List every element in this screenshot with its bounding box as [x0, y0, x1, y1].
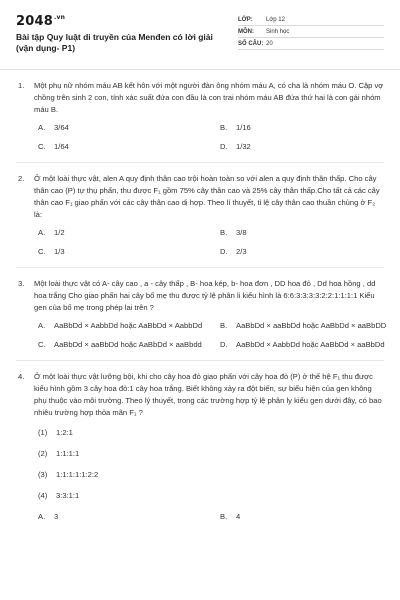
logo-suffix: .vn: [53, 14, 66, 21]
question-divider: [16, 267, 384, 268]
answer-options: [38, 320, 387, 350]
answer-options: [38, 511, 384, 522]
option-text: 1/3: [54, 247, 65, 256]
answer-option[interactable]: [38, 227, 212, 238]
option-text: 3: [54, 512, 59, 521]
option-text: 1/32: [236, 142, 251, 151]
option-text: AaBbDd × AabbDd hoặc AaBbDd × aaBbDd: [236, 340, 385, 349]
option-text: AaBbDd × aaBbDd hoặc AaBbDd × aaBbdd: [54, 340, 202, 349]
statement-item: [38, 427, 384, 438]
question-text: Ở một loài thực vật lưỡng bội, khi cho cây hoa đỏ giao phấn với cây hoa đỏ (P) ở thế hệ F₁ thu được kiểu hình gồm 3 cây hoa đỏ:1 cây hoa trắng. Biết không xảy ra đột biến, sự biểu hiện của gen không phụ thuộc vào môi trường. Theo lý thuyết, trong các trường hợp tỷ lệ phân ly kiểu gen dưới đây, có bao nhiêu trường hợp thỏa mãn F₁ ?: [34, 372, 382, 417]
statement-item: [38, 448, 384, 459]
option-letter: B.: [220, 321, 228, 330]
question-number: 3.: [18, 279, 25, 288]
option-letter: D.: [220, 340, 228, 349]
option-text: 4: [236, 512, 241, 521]
answer-option[interactable]: [38, 122, 212, 133]
statement-text: 1:1:1:1:1:2:2: [56, 470, 99, 479]
statement-index: (1): [38, 428, 48, 437]
statement-item: [38, 469, 384, 480]
option-text: AaBbDd × aaBbDd hoặc AaBbDd × aaBbDD: [236, 321, 387, 330]
answer-option[interactable]: [38, 141, 212, 152]
option-letter: C.: [38, 340, 46, 349]
statement-item: [38, 490, 384, 501]
answer-option[interactable]: [220, 511, 394, 522]
header-divider: [0, 69, 400, 70]
meta-row-count: [238, 38, 384, 50]
answer-option[interactable]: [38, 246, 212, 257]
logo-text: 2048: [16, 14, 53, 29]
meta-row-class: [238, 14, 384, 26]
statement-index: (2): [38, 449, 48, 458]
meta-value: Lớp 12: [266, 16, 285, 23]
statement-text: 1:2:1: [56, 428, 73, 437]
statement-index: (4): [38, 491, 48, 500]
option-letter: C.: [38, 247, 46, 256]
question-number: 2.: [18, 174, 25, 183]
question-number: 1.: [18, 81, 25, 90]
meta-label: LỚP:: [238, 16, 253, 23]
option-text: 3/64: [54, 123, 69, 132]
option-text: 1/16: [236, 123, 251, 132]
question-3: [16, 278, 387, 350]
option-letter: A.: [38, 123, 46, 132]
option-letter: D.: [220, 247, 228, 256]
question-divider: [16, 162, 384, 163]
page-header: [16, 14, 384, 60]
answer-options: [38, 122, 384, 152]
meta-value: 20: [266, 40, 273, 47]
option-text: AaBbDd × AabbDd hoặc AaBbDd × AabbDd: [54, 321, 203, 330]
meta-value: Sinh học: [266, 28, 290, 35]
option-letter: A.: [38, 228, 46, 237]
question-text: Ở một loài thực vật, alen A quy định thân cao trội hoàn toàn so với alen a quy định thân thấp. Cho cây thân cao (P) tự thụ phấn, thu được F₁ gồm 75% cây thân cao và 25% cây thân thấp.Cho tất cả các cây thân cao F₁ giao phấn với các cây thân cao dị hợp. Theo lí thuyết, tỉ lệ cây thân cao thuần chủng ở F₂ là:: [34, 174, 380, 219]
question-list: [16, 80, 387, 532]
document-meta: [238, 14, 384, 50]
meta-row-subject: [238, 26, 384, 38]
statement-text: 3:3:1:1: [56, 491, 80, 500]
option-letter: C.: [38, 142, 46, 151]
option-letter: D.: [220, 142, 228, 151]
option-text: 1/2: [54, 228, 65, 237]
answer-options: [38, 227, 384, 257]
statement-text: 1:1:1:1: [56, 449, 80, 458]
answer-option[interactable]: [220, 246, 394, 257]
question-4: [16, 371, 384, 522]
question-1: [16, 80, 384, 152]
question-divider: [16, 360, 384, 361]
answer-option[interactable]: [38, 339, 212, 350]
option-text: 2/3: [236, 247, 247, 256]
answer-option[interactable]: [220, 141, 394, 152]
answer-option[interactable]: [220, 339, 394, 350]
option-letter: B.: [220, 123, 228, 132]
site-logo[interactable]: [16, 14, 65, 29]
option-text: 1/64: [54, 142, 69, 151]
question-text: Một loài thực vật có A- cây cao , a - cây thấp , B- hoa kép, b- hoa đơn , DD hoa đỏ , Dd hoa hồng , dd hoa trắng Cho giao phấn hai cây bố mẹ thu được tỷ lệ phân li kiểu hình là 6:6:3:3:3:3:2:2:1:1:1:1 Kiểu gen của bố mẹ trong phép lai trên ?: [34, 279, 376, 312]
meta-label: SỐ CÂU:: [238, 40, 264, 47]
option-letter: B.: [220, 228, 228, 237]
option-letter: B.: [220, 512, 228, 521]
document-title: Bài tập Quy luật di truyền của Menđen có lời giải (vận dụng- P1): [16, 32, 213, 53]
option-text: 3/8: [236, 228, 247, 237]
meta-label: MÔN:: [238, 28, 254, 35]
answer-option[interactable]: [38, 511, 212, 522]
option-letter: A.: [38, 321, 46, 330]
question-number: 4.: [18, 372, 25, 381]
answer-option[interactable]: [220, 320, 394, 331]
question-2: [16, 173, 384, 257]
statement-index: (3): [38, 470, 48, 479]
answer-option[interactable]: [38, 320, 212, 331]
answer-option[interactable]: [220, 122, 394, 133]
option-letter: A.: [38, 512, 46, 521]
statement-list: [38, 427, 384, 501]
question-text: Một phụ nữ nhóm máu AB kết hôn với một người đàn ông nhóm máu A, có cha là nhóm máu O. Cặp vợ chồng trên sinh 2 con, tính xác suất đứa con đầu là con trai nhóm máu AB đứa thứ hai là con gái nhóm máu B.: [34, 81, 384, 114]
answer-option[interactable]: [220, 227, 394, 238]
